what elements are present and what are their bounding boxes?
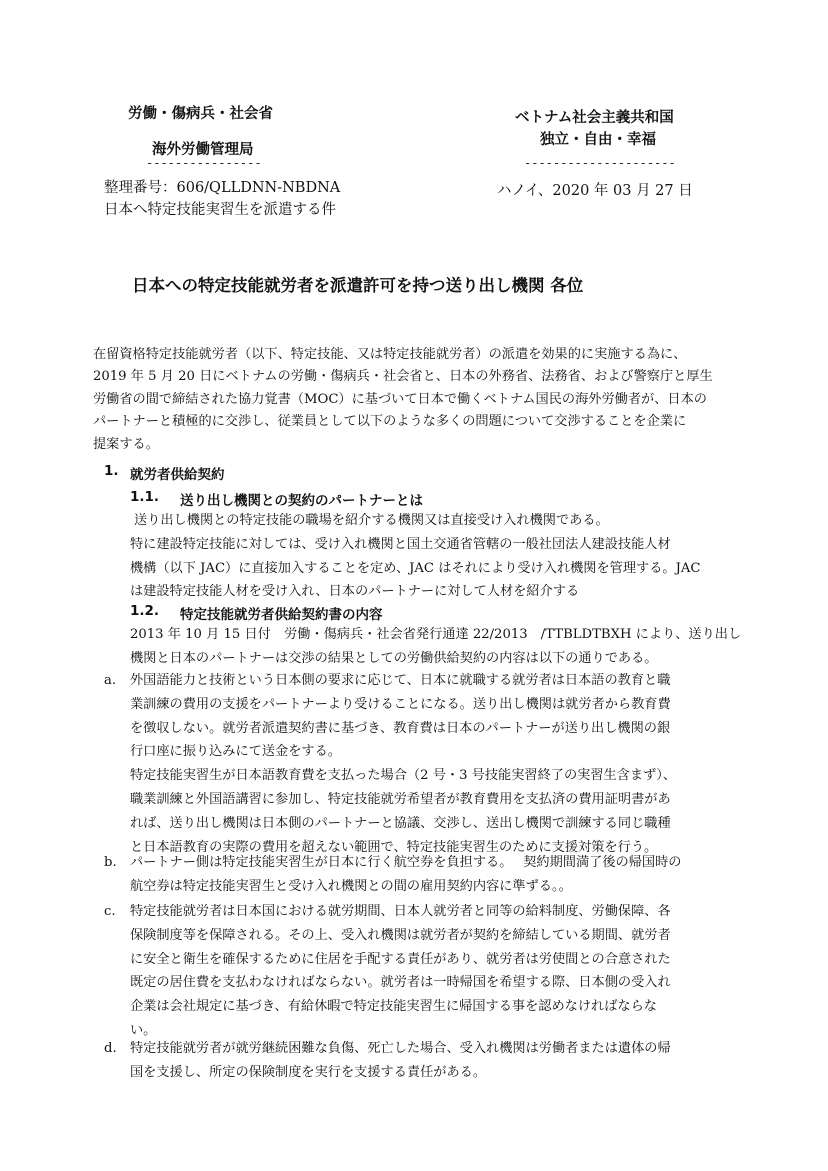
body-line: 行口座に振り込みにて送金をする。 [130,744,341,760]
body-line: 保険制度等を保障される。その上、受入れ機関は就労者が契約を締結している期間、就労者 [130,927,671,943]
body-line: 航空券は特定技能実習生と受け入れ機関との間の雇用契約内容に準ずる。。 [130,878,572,894]
item-a-marker: a. [104,673,117,688]
item-b-marker: b. [104,855,117,870]
body-line: 既定の居住費を支払わなければならない。就労者は一時帰国を希望する際、日本側の受入れ [130,975,671,991]
body-line: を徴収しない。就労者派遣契約書に基づき、教育費は日本のパートナーが送り出し機関の銀 [130,720,671,736]
body-line: 機構（以下 JAC）に直接加入することを定め、JAC はそれにより受け入れ機関を管理する。JAC [130,560,701,576]
body-line: 送り出し機関との特定技能の職場を紹介する機関又は直接受け入れ機関である。 [134,513,609,528]
intro-line: 在留資格特定技能就労者（以下、特定技能、又は特定技能就労者）の派遣を効果的に実施する為に、 [93,347,687,362]
body-line: パートナー側は特定技能実習生が日本に行く航空券を負担する。 契約期間満了後の帰国時の [130,855,682,870]
subsection-1-1-number: 1.1. [130,489,160,505]
country-name: ベトナム社会主義共和国 [515,110,674,126]
subsection-1-2-number: 1.2. [130,603,160,619]
body-line: 特定技能就労者が就労継続困難な負傷、死亡した場合、受入れ機関は労働者または遺体の帰 [130,1041,671,1056]
document-date: ハノイ、2020 年 03 月 27 日 [497,183,693,199]
intro-line: 提案する。 [93,436,159,452]
intro-line: 2019 年 5 月 20 日にベトナムの労働・傷病兵・社会省と、日本の外務省、法務省、および警察庁と厚生 [93,369,713,385]
national-motto: 独立・自由・幸福 [540,132,656,148]
item-c-marker: c. [104,904,116,919]
body-line: れば、送り出し機関は日本側のパートナーと協議、交渉し、送出し機関で訓練する同じ職種 [130,815,671,831]
subsection-1-1-heading: 送り出し機関との契約のパートナーとは [180,493,423,509]
left-divider: ---------------- [146,156,262,170]
subsection-1-1-body [130,509,701,604]
department-name: 海外労働管理局 [152,142,254,158]
intro-line: パートナーと積極的に交渉し、従業員として以下のような多くの問題について交渉することを企業に [93,414,687,430]
item-b-body [130,851,681,899]
item-d-body [130,1037,671,1085]
intro-paragraph [93,344,725,456]
body-line: 特に建設特定技能に対しては、受け入れ機関と国土交通省管轄の一般社団法人建設技能人材 [130,536,671,552]
item-a-body [130,669,676,859]
body-line: 企業は会社規定に基づき、有給休暇で特定技能実習生に帰国する事を認めなければならな [130,999,657,1015]
body-line: 国を支援し、所定の保険制度を実行を支援する責任がある。 [130,1064,487,1080]
body-line: に安全と衛生を確保するために住居を手配する責任があり、就労者は労使間との合意された [130,951,671,967]
body-line: 特定技能実習生が日本語教育費を支払った場合（2 号・3 号技能実習終了の実習生含まず）、 [130,768,677,784]
body-line: 機関と日本のパートナーは交渉の結果としての労働供給契約の内容は以下の通りである。 [130,650,658,666]
section-1-heading: 就労者供給契約 [130,467,225,483]
right-divider: --------------------- [524,156,676,170]
subsection-1-2-body [130,623,741,671]
body-line: 2013 年 10 月 15 日付 労働・傷病兵・社会省発行通達 22/2013 /TTBLDTBXH により、送り出し [130,627,742,642]
intro-line: 労働省の間で締結された協力覚書（MOC）に基づいて日本で働くベトナム国民の海外労働者が、日本の [93,391,707,407]
item-c-body [130,900,671,1043]
item-d-marker: d. [104,1041,117,1056]
body-line: 特定技能就労者は日本国における就労期間、日本人就労者と同等の給料制度、労働保障、各 [130,904,671,919]
body-line: は建設特定技能人材を受け入れ、日本のパートナーに対して人材を紹介する [130,584,580,600]
subsection-1-2-heading: 特定技能就労者供給契約書の内容 [180,607,383,623]
body-line: 外国語能力と技術という日本側の要求に応じて、日本に就職する就労者は日本語の教育と職 [130,673,671,688]
body-line: 職業訓練と外国語講習に参加し、特定技能就労希望者が教育費用を支払済の費用証明書があ [130,791,671,807]
reference-number: 整理番号：606/QLLDNN-NBDNA [104,180,341,196]
document-title: 日本への特定技能就労者を派遣許可を持つ送り出し機関 各位 [132,276,584,295]
body-line: 業訓練の費用の支援をパートナーより受けることになる。送り出し機関は就労者から教育費 [130,696,671,712]
section-1-number: 1. [104,463,119,479]
ministry-name: 労働・傷病兵・社会省 [128,106,273,122]
body-line: と日本語教育の実際の費用を超えない範囲で、特定技能実習生のために支援対策を行う。 [130,839,658,855]
body-line: い。 [130,1022,157,1038]
document-subject: 日本へ特定技能実習生を派遣する件 [104,202,336,218]
